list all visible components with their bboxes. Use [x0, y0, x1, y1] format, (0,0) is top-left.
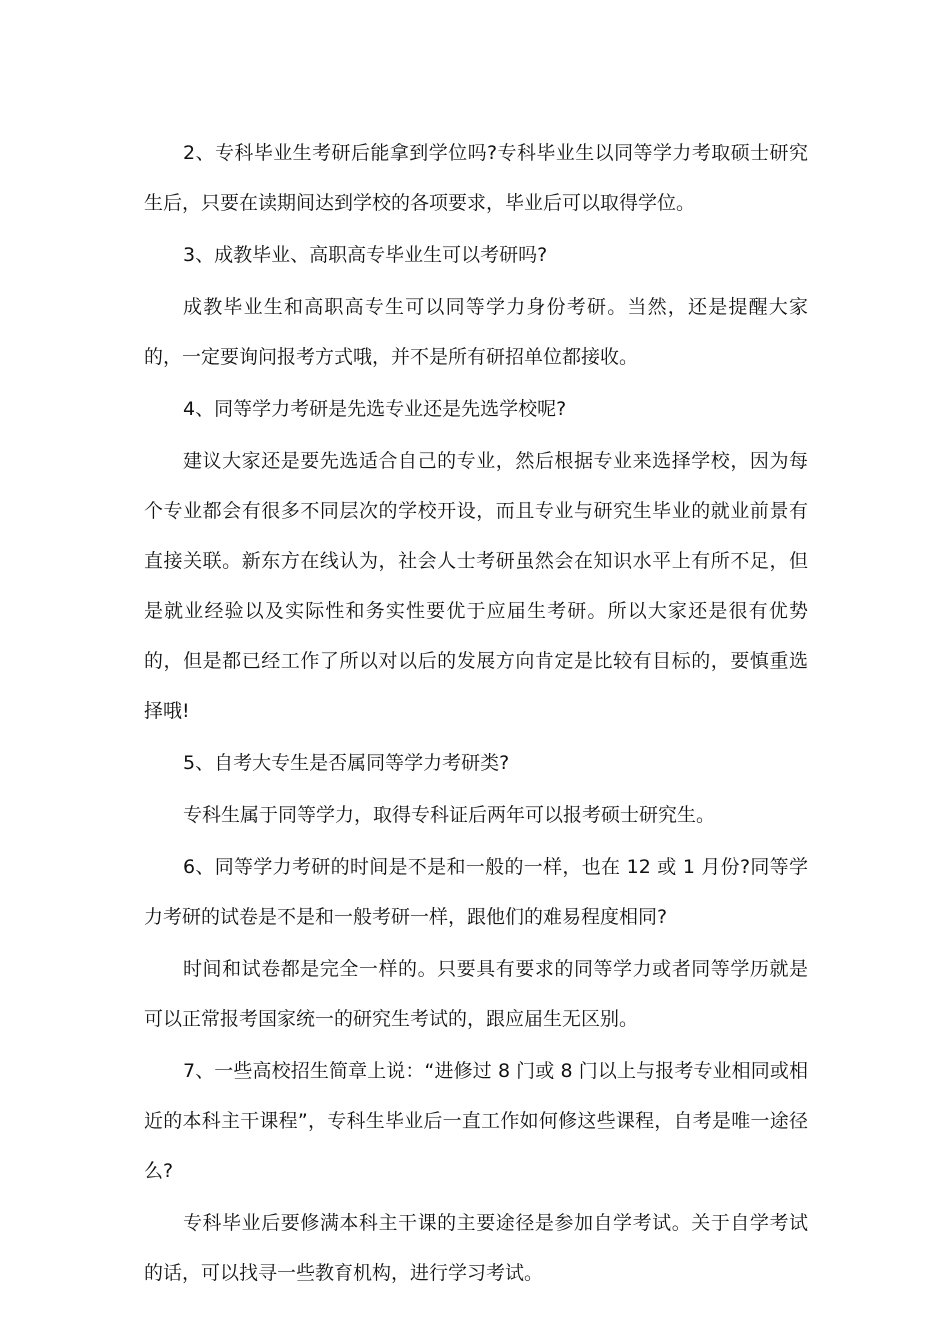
paragraph-a7: 专科毕业后要修满本科主干课的主要途径是参加自学考试。关于自学考试的话，可以找寻一些教育机构，进行学习考试。: [144, 1212, 808, 1284]
paragraph-q6: 6、同等学力考研的时间是不是和一般的一样，也在 12 或 1 月份?同等学力考研的试卷是不是和一般考研一样，跟他们的难易程度相同?: [144, 856, 808, 928]
paragraph-a6: 时间和试卷都是完全一样的。只要具有要求的同等学力或者同等学历就是可以正常报考国家统一的研究生考试的，跟应届生无区别。: [144, 958, 808, 1030]
paragraph-a3: 成教毕业生和高职高专生可以同等学力身份考研。当然，还是提醒大家的，一定要询问报考方式哦，并不是所有研招单位都接收。: [144, 296, 808, 368]
paragraph-q2: 2、专科毕业生考研后能拿到学位吗?专科毕业生以同等学力考取硕士研究生后，只要在读期间达到学校的各项要求，毕业后可以取得学位。: [144, 142, 808, 214]
paragraph-q3: 3、成教毕业、高职高专毕业生可以考研吗?: [183, 244, 548, 266]
paragraph-q4: 4、同等学力考研是先选专业还是先选学校呢?: [183, 398, 567, 420]
paragraph-q5: 5、自考大专生是否属同等学力考研类?: [183, 752, 510, 774]
paragraph-a5: 专科生属于同等学力，取得专科证后两年可以报考硕士研究生。: [183, 804, 716, 826]
document-body: [144, 128, 808, 1300]
paragraph-q7: 7、一些高校招生简章上说：“进修过 8 门或 8 门以上与报考专业相同或相近的本科主干课程”，专科生毕业后一直工作如何修这些课程，自考是唯一途径么?: [144, 1060, 808, 1182]
paragraph-a4: 建议大家还是要先选适合自己的专业，然后根据专业来选择学校，因为每个专业都会有很多不同层次的学校开设，而且专业与研究生毕业的就业前景有直接关联。新东方在线认为，社会人士考研虽然会在知识水平上有所不足，但是就业经验以及实际性和务实性要优于应届生考研。所以大家还是很有优势的，但是都已经工作了所以对以后的发展方向肯定是比较有目标的，要慎重选择哦!: [144, 450, 808, 722]
